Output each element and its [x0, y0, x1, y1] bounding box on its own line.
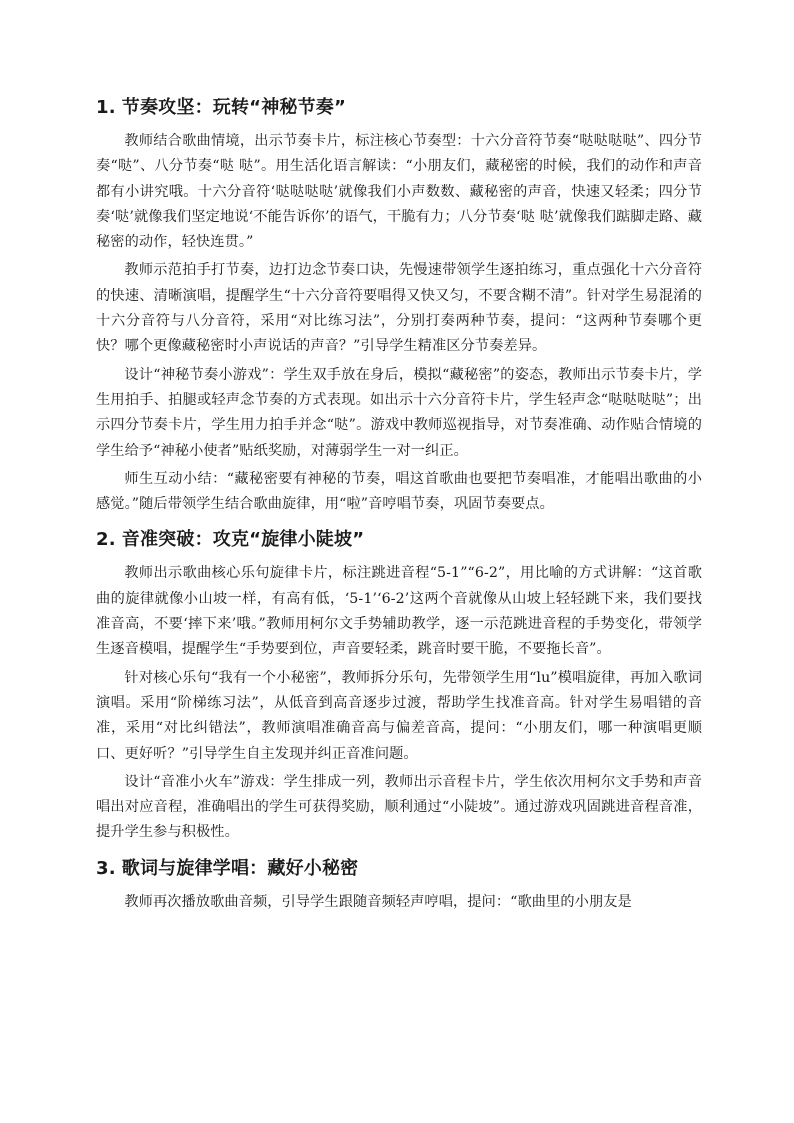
paragraph: 设计“音准小火车”游戏：学生排成一列，教师出示音程卡片，学生依次用柯尔文手势和声音唱出对应音程，准确唱出的学生可获得奖励，顺利通过“小陡坡”。通过游戏巩固跳进音程音准，提升学生参与积极性。 [96, 773, 702, 841]
section-pitch [96, 526, 702, 845]
document-page [96, 94, 702, 918]
section-title: 节奏攻坚：玩转“神秘节奏” [121, 97, 347, 118]
section-heading [96, 94, 702, 122]
section-number: 2. [96, 529, 116, 551]
section-title: 歌词与旋律学唱：藏好小秘密 [121, 857, 359, 879]
paragraph: 教师出示歌曲核心乐句旋律卡片，标注跳进音程“5-1”“6-2”，用比喻的方式讲解：“这首歌曲的旋律就像小山坡一样，有高有低，‘5-1’‘6-2’这两个音就像从山坡上轻轻跳下来，我们要找准音高，不要‘摔下来’哦。”教师用柯尔文手势辅助教学，逐一示范跳进音程的手势变化，带领学生逐音模唱，提醒学生“手势要到位，声音要轻柔，跳音时要干脆，不要拖长音”。 [96, 565, 702, 658]
paragraph: 设计“神秘节奏小游戏”：学生双手放在身后，模拟“藏秘密”的姿态，教师出示节奏卡片，学生用拍手、拍腿或轻声念节奏的方式表现。如出示十六分音符卡片，学生轻声念“哒哒哒哒”；出示四分节奏卡片，学生用力拍手并念“哒”。游戏中教师巡视指导，对节奏准确、动作贴合情境的学生给予“神秘小使者”贴纸奖励，对薄弱学生一对一纠正。 [96, 366, 702, 459]
paragraph: 教师结合歌曲情境，出示节奏卡片，标注核心节奏型：十六分音符节奏“哒哒哒哒”、四分节奏“哒”、八分节奏“哒 哒”。用生活化语言解读：“小朋友们，藏秘密的时候，我们的动作和声音都有小讲究哦。十六分音符‘哒哒哒哒’就像我们小声数数、藏秘密的声音，快速又轻柔；四分节奏‘哒’就像我们坚定地说‘不能告诉你’的语气，干脆有力；八分节奏‘哒 哒’就像我们踮脚走路、藏秘密的动作，轻快连贯。” [96, 133, 702, 251]
section-lyrics [96, 855, 702, 915]
section-heading [96, 526, 702, 554]
section-rhythm [96, 94, 702, 517]
section-number: 1. [96, 97, 116, 118]
section-heading [96, 855, 702, 883]
paragraph: 师生互动小结：“藏秘密要有神秘的节奏，唱这首歌曲也要把节奏唱准，才能唱出歌曲的小感觉。”随后带领学生结合歌曲旋律，用“啦”音哼唱节奏，巩固节奏要点。 [96, 470, 702, 513]
paragraph: 针对核心乐句“我有一个小秘密”，教师拆分乐句，先带领学生用“lu”模唱旋律，再加入歌词演唱。采用“阶梯练习法”，从低音到高音逐步过渡，帮助学生找准音高。针对学生易唱错的音准，采用“对比纠错法”，教师演唱准确音高与偏差音高，提问：“小朋友们，哪一种演唱更顺口、更好听？”引导学生自主发现并纠正音准问题。 [96, 669, 702, 762]
paragraph: 教师再次播放歌曲音频，引导学生跟随音频轻声哼唱，提问：“歌曲里的小朋友是 [124, 893, 632, 910]
section-title: 音准突破：攻克“旋律小陡坡” [121, 529, 365, 551]
section-number: 3. [96, 857, 116, 879]
paragraph: 教师示范拍手打节奏，边打边念节奏口诀，先慢速带领学生逐拍练习，重点强化十六分音符的快速、清晰演唱，提醒学生“十六分音符要唱得又快又匀，不要含糊不清”。针对学生易混淆的十六分音符与八分音符，采用“对比练习法”，分别打奏两种节奏，提问：“这两种节奏哪个更快？哪个更像藏秘密时小声说话的声音？”引导学生精准区分节奏差异。 [96, 262, 702, 355]
